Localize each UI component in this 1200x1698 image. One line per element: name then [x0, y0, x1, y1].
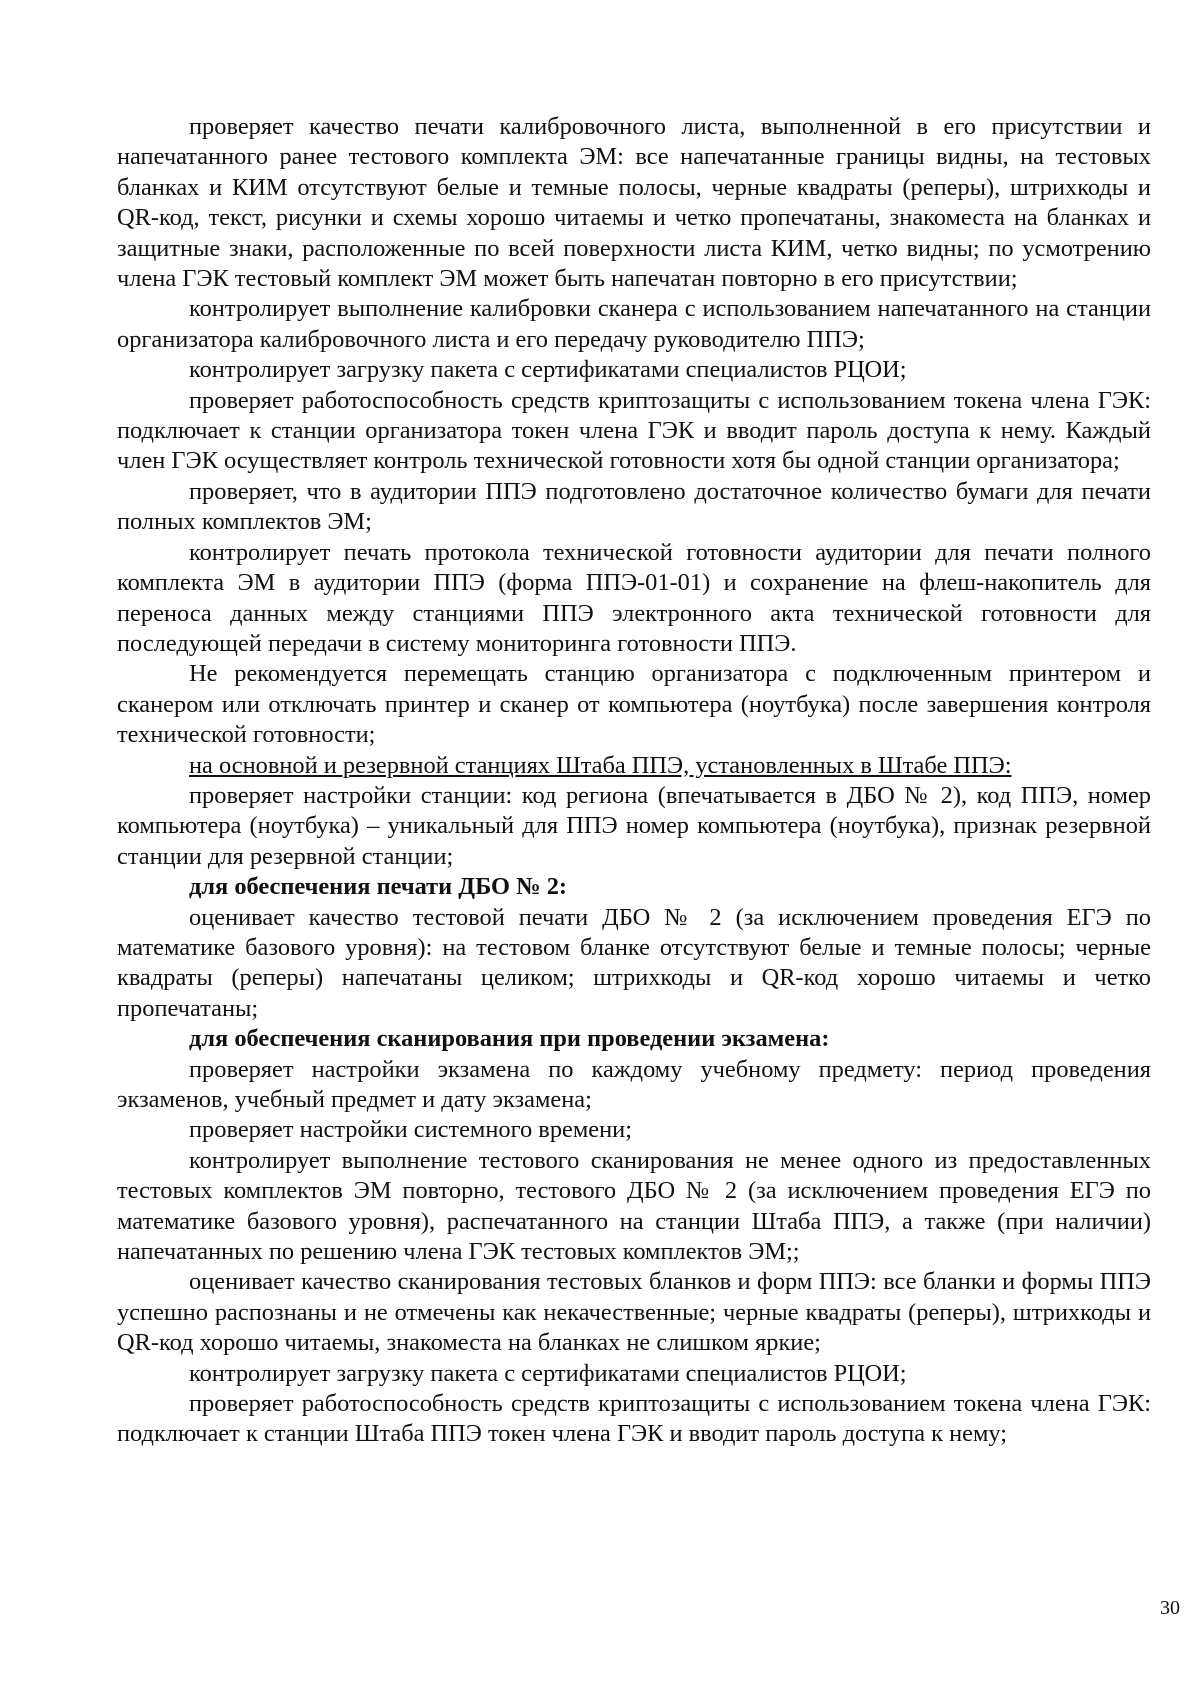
- paragraph-certificates-upload: контролирует загрузку пакета с сертификатами специалистов РЦОИ;: [189, 356, 907, 384]
- subheading-dbo-printing: для обеспечения печати ДБО № 2:: [189, 873, 568, 901]
- document-page: [117, 112, 1151, 1450]
- subheading-hq-stations-text: на основной и резервной станциях Штаба ППЭ, установленных в Штабе ППЭ:: [189, 751, 1012, 779]
- paragraph-print-quality-check: проверяет качество печати калибровочного листа, выполненной в его присутствии и напечатанного ранее тестового комплекта ЭМ: все напечатанные границы видны, на тестовых бланках и КИМ отсутствуют белые и темные полосы, черные квадраты (реперы), штрихкоды и QR-код, текст, рисунки и схемы хорошо читаемы и четко пропечатаны, знакоместа на бланках и защитные знаки, расположенные по всей поверхности листа КИМ, четко видны; по усмотрению члена ГЭК тестовый комплект ЭМ может быть напечатан повторно в его присутствии;: [117, 113, 1151, 293]
- paragraph-scan-quality: оценивает качество сканирования тестовых бланков и форм ППЭ: все бланки и формы ППЭ успешно распознаны и не отмечены как некачественные; черные квадраты (реперы), штрихкоды и QR-код хорошо читаемы, знакоместа на бланках не слишком яркие;: [117, 1268, 1151, 1357]
- paragraph-test-scanning: контролирует выполнение тестового сканирования не менее одного из предоставленных тестовых комплектов ЭМ повторно, тестового ДБО № 2 (за исключением проведения ЕГЭ по математике базового уровня), распечатанного на станции Штаба ППЭ, а также (при наличии) напечатанных по решению члена ГЭК тестовых комплектов ЭМ;;: [117, 1146, 1151, 1266]
- paragraph-system-time: проверяет настройки системного времени;: [189, 1116, 632, 1144]
- paragraph-readiness-protocol: контролирует печать протокола технической готовности аудитории для печати полного комплекта ЭМ в аудитории ППЭ (форма ППЭ-01-01) и сохранение на флеш-накопитель для переноса данных между станциями ППЭ электронного акта технической готовности для последующей передачи в систему мониторинга готовности ППЭ.: [117, 538, 1151, 657]
- paragraph-station-settings: проверяет настройки станции: код региона (впечатывается в ДБО № 2), код ППЭ, номер компьютера (ноутбука) – уникальный для ППЭ номер компьютера (ноутбука), признак резервной станции для резервной станции;: [117, 781, 1151, 870]
- paragraph-scanner-calibration: контролирует выполнение калибровки сканера с использованием напечатанного на станции организатора калибровочного листа и его передачу руководителю ППЭ;: [117, 295, 1151, 353]
- page-number: 30: [1160, 1597, 1180, 1619]
- paragraph-dbo-test-print: оценивает качество тестовой печати ДБО № 2 (за исключением проведения ЕГЭ по математике базового уровня): на тестовом бланке отсутствуют белые и темные полосы; черные квадраты (реперы) напечатаны целиком; штрихкоды и QR-код хорошо читаемы и четко пропечатаны;: [117, 903, 1151, 1022]
- paragraph-crypto-token-check: проверяет работоспособность средств криптозащиты с использованием токена члена ГЭК: подключает к станции организатора токен члена ГЭК и вводит пароль доступа к нему. Каждый член ГЭК осуществляет контроль технической готовности хотя бы одной станции организатора;: [117, 386, 1151, 475]
- paragraph-paper-supply: проверяет, что в аудитории ППЭ подготовлено достаточное количество бумаги для печати полных комплектов ЭМ;: [117, 477, 1151, 536]
- subheading-exam-scanning: для обеспечения сканирования при проведении экзамена:: [189, 1025, 830, 1053]
- paragraph-station-move-warning: Не рекомендуется перемещать станцию организатора с подключенным принтером и сканером или отключать принтер и сканер от компьютера (ноутбука) после завершения контроля технической готовности;: [117, 660, 1151, 749]
- subheading-hq-stations: [117, 751, 1151, 781]
- paragraph-certificates-upload-hq: контролирует загрузку пакета с сертификатами специалистов РЦОИ;: [189, 1359, 907, 1387]
- paragraph-exam-settings: проверяет настройки экзамена по каждому учебному предмету: период проведения экзаменов, учебный предмет и дату экзамена;: [117, 1055, 1151, 1113]
- paragraph-crypto-token-check-hq: проверяет работоспособность средств криптозащиты с использованием токена члена ГЭК: подключает к станции Штаба ППЭ токен члена ГЭК и вводит пароль доступа к нему;: [117, 1390, 1151, 1448]
